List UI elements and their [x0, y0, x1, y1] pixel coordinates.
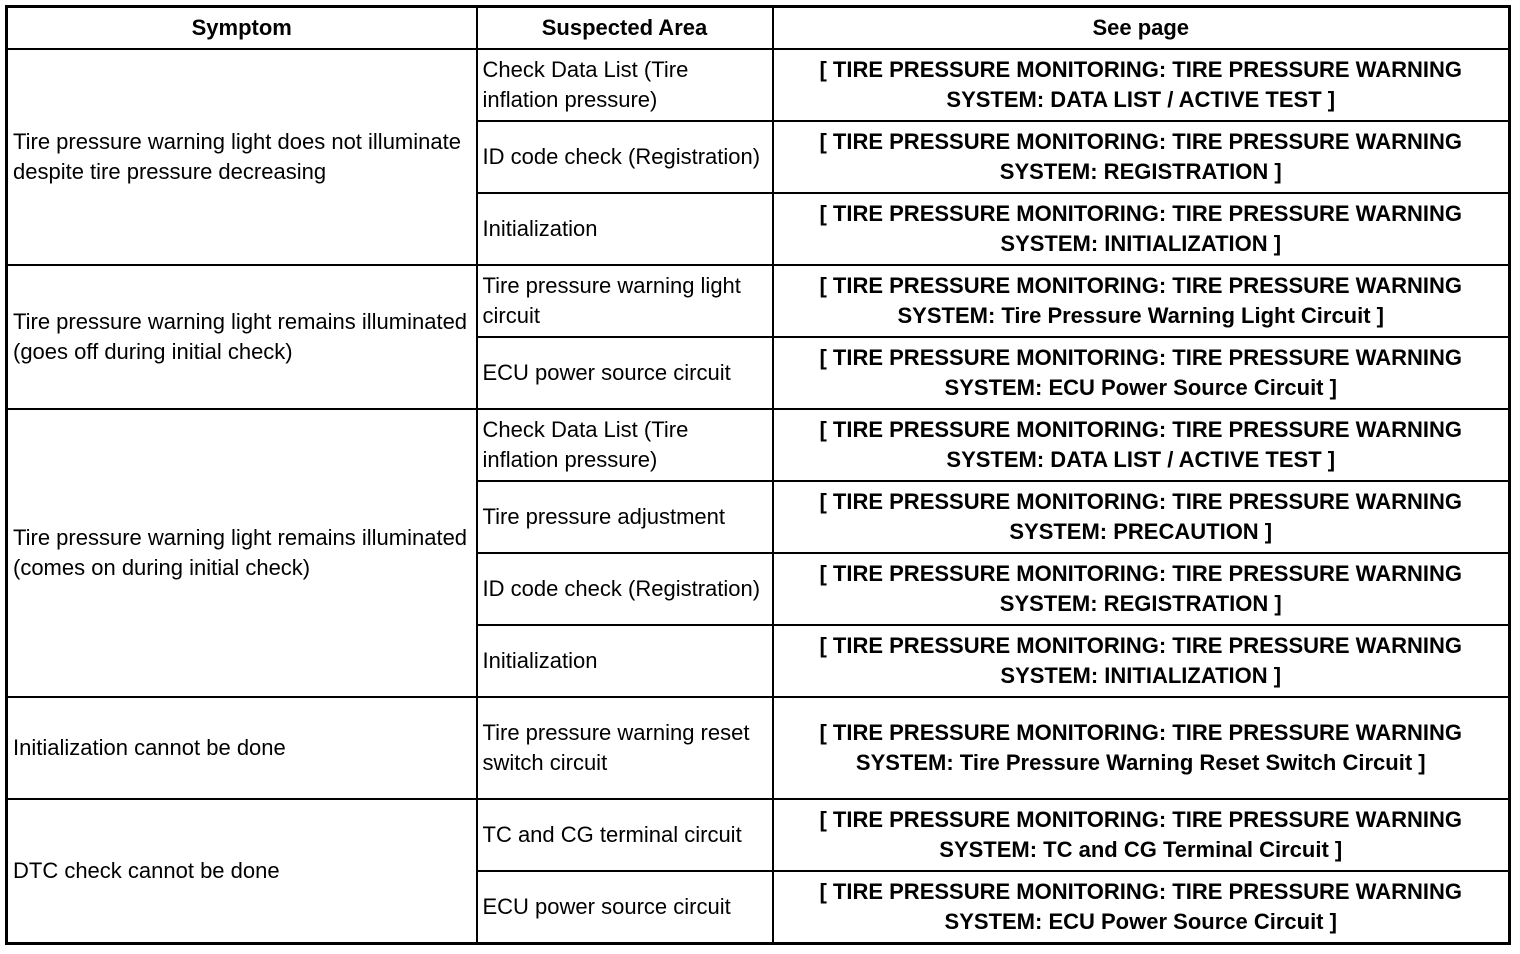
see-page-link[interactable]: [ TIRE PRESSURE MONITORING: TIRE PRESSURE WARNING SYSTEM: ECU Power Source Circuit ]: [773, 337, 1510, 409]
header-see-page: See page: [773, 7, 1510, 50]
symptom-cell: DTC check cannot be done: [7, 799, 477, 944]
suspected-area-cell: Tire pressure adjustment: [477, 481, 773, 553]
see-page-link[interactable]: [ TIRE PRESSURE MONITORING: TIRE PRESSURE WARNING SYSTEM: DATA LIST / ACTIVE TEST ]: [773, 49, 1510, 121]
suspected-area-cell: Tire pressure warning light circuit: [477, 265, 773, 337]
see-page-link[interactable]: [ TIRE PRESSURE MONITORING: TIRE PRESSURE WARNING SYSTEM: ECU Power Source Circuit ]: [773, 871, 1510, 944]
table-row: [7, 799, 1510, 871]
suspected-area-cell: ECU power source circuit: [477, 337, 773, 409]
suspected-area-cell: TC and CG terminal circuit: [477, 799, 773, 871]
see-page-link[interactable]: [ TIRE PRESSURE MONITORING: TIRE PRESSURE WARNING SYSTEM: REGISTRATION ]: [773, 553, 1510, 625]
suspected-area-cell: Initialization: [477, 193, 773, 265]
see-page-link[interactable]: [ TIRE PRESSURE MONITORING: TIRE PRESSURE WARNING SYSTEM: INITIALIZATION ]: [773, 625, 1510, 697]
suspected-area-cell: Tire pressure warning reset switch circuit: [477, 697, 773, 799]
table-row: [7, 697, 1510, 799]
symptom-cell: Tire pressure warning light does not illuminate despite tire pressure decreasing: [7, 49, 477, 265]
see-page-link[interactable]: [ TIRE PRESSURE MONITORING: TIRE PRESSURE WARNING SYSTEM: DATA LIST / ACTIVE TEST ]: [773, 409, 1510, 481]
see-page-link[interactable]: [ TIRE PRESSURE MONITORING: TIRE PRESSURE WARNING SYSTEM: REGISTRATION ]: [773, 121, 1510, 193]
suspected-area-cell: ID code check (Registration): [477, 121, 773, 193]
symptom-cell: Tire pressure warning light remains illuminated (comes on during initial check): [7, 409, 477, 697]
header-row: [7, 7, 1510, 50]
suspected-area-cell: Check Data List (Tire inflation pressure): [477, 409, 773, 481]
see-page-link[interactable]: [ TIRE PRESSURE MONITORING: TIRE PRESSURE WARNING SYSTEM: Tire Pressure Warning Reset Switch Circuit ]: [773, 697, 1510, 799]
see-page-link[interactable]: [ TIRE PRESSURE MONITORING: TIRE PRESSURE WARNING SYSTEM: Tire Pressure Warning Light Circuit ]: [773, 265, 1510, 337]
symptom-table: [5, 5, 1511, 945]
table-row: [7, 265, 1510, 337]
table-row: [7, 49, 1510, 121]
symptom-cell: Tire pressure warning light remains illuminated (goes off during initial check): [7, 265, 477, 409]
table-row: [7, 409, 1510, 481]
see-page-link[interactable]: [ TIRE PRESSURE MONITORING: TIRE PRESSURE WARNING SYSTEM: INITIALIZATION ]: [773, 193, 1510, 265]
suspected-area-cell: ID code check (Registration): [477, 553, 773, 625]
suspected-area-cell: ECU power source circuit: [477, 871, 773, 944]
see-page-link[interactable]: [ TIRE PRESSURE MONITORING: TIRE PRESSURE WARNING SYSTEM: PRECAUTION ]: [773, 481, 1510, 553]
suspected-area-cell: Initialization: [477, 625, 773, 697]
header-symptom: Symptom: [7, 7, 477, 50]
symptom-cell: Initialization cannot be done: [7, 697, 477, 799]
suspected-area-cell: Check Data List (Tire inflation pressure): [477, 49, 773, 121]
see-page-link[interactable]: [ TIRE PRESSURE MONITORING: TIRE PRESSURE WARNING SYSTEM: TC and CG Terminal Circuit ]: [773, 799, 1510, 871]
header-suspected-area: Suspected Area: [477, 7, 773, 50]
